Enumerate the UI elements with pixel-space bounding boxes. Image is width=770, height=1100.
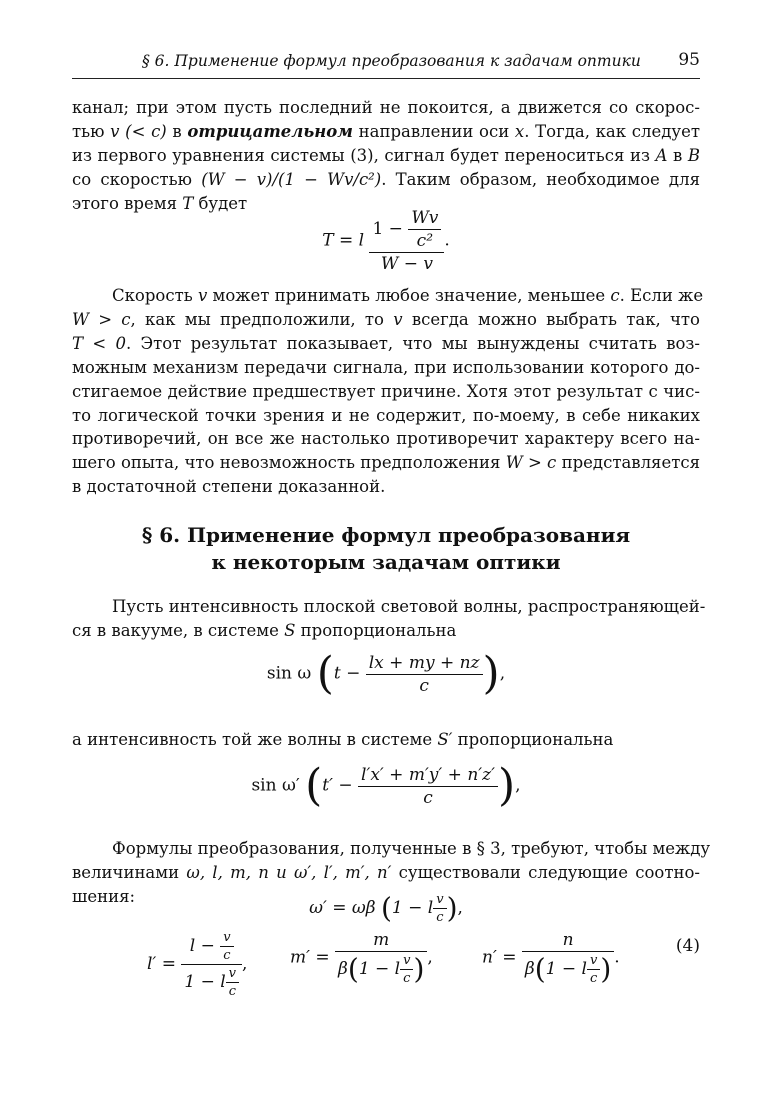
paragraph-2 [72, 284, 704, 499]
formula-n-prime: n′ = n β(1 − l $\frac{v}{c}$ ) . [482, 930, 620, 986]
text-line: ся в вакууме, в системе S пропорциональна [72, 620, 457, 640]
text-line: со скоростью (W − v)/(1 − Wv/c²). Таким образом, необходимое для [72, 169, 700, 189]
paragraph-1 [72, 96, 700, 216]
formula-sin-omega: sin ω (t − $\frac{lx + my + nz}{c}$ ), [266, 648, 506, 699]
formula-system-4 [72, 930, 700, 1000]
section-heading: § 6. Применение формул преобразования к некоторым задачам оптики [141, 523, 631, 574]
formula-m-prime: m′ = m β(1 − l $\frac{v}{c}$ ) , [290, 930, 433, 986]
formula-T: T = l 1 − $\frac{Wv}{\text{c²}}$ W − v . [322, 208, 450, 274]
text-line: Формулы преобразования, полученные в § 3, требуют, чтобы между [112, 839, 711, 858]
formula-sin-omega-prime: sin ω′ (t′ − $\frac{l'x' + m'y' + n'z'}{c}$ ), [251, 760, 521, 811]
text-line: W > c, как мы предположили, то v всегда можно выбрать так, что [72, 309, 700, 329]
formula-l-prime: l′ = l − $\frac{v}{c}$ 1 − l $\frac{v}{c}$ , [147, 930, 248, 999]
text-line: T < 0. Этот результат показывает, что мы вынуждены считать воз- [72, 333, 701, 353]
text-line: а интенсивность той же волны в системе S′ пропорциональна [72, 730, 614, 749]
text-line: канал; при этом пусть последний не покоится, а движется со скорос- [72, 98, 700, 117]
text-line: тью v (< c) в отрицательном направлении оси x. Тогда, как следует [72, 121, 700, 141]
text-line: то логической точки зрения и не содержит, по-моему, в себе никаких [72, 405, 700, 425]
text-line: можным механизм передачи сигнала, при использовании которого до- [72, 357, 700, 377]
equation-number: (4) [675, 936, 700, 956]
text-line: шения: [72, 886, 136, 906]
text-line: этого время T будет [72, 193, 248, 213]
text-line: из первого уравнения системы (3), сигнал будет переноситься из A в B [72, 145, 700, 165]
text-line: Скорость v может принимать любое значение, меньшее c. Если же [112, 286, 704, 305]
text-line: Пусть интенсивность плоской световой волны, распространяющей- [112, 597, 706, 616]
formula-omega-prime: ω′ = ωβ (1 − l $\frac{v}{c}$ ), [309, 891, 463, 925]
text-line: шего опыта, что невозможность предположения W > c представляется [72, 453, 701, 473]
text-line: стигаемое действие предшествует причине. Хотя этот результат с чис- [72, 381, 700, 401]
text-line: в достаточной степени доказанной. [72, 477, 386, 497]
fraction: 1 − $\frac{Wv}{\text{c²}}$ W − v [369, 208, 444, 274]
running-header [72, 44, 700, 79]
running-title: § 6. Применение формул преобразования к задачам оптики [142, 52, 641, 70]
text-line: величинами ω, l, m, n и ω′, l′, m′, n′ существовали следующие соотно- [72, 862, 700, 882]
text-line: противоречий, он все же настолько противоречит характеру всего на- [72, 429, 700, 449]
paragraph-4 [72, 728, 700, 752]
page-number: 95 [678, 50, 700, 70]
paragraph-3 [72, 595, 706, 643]
